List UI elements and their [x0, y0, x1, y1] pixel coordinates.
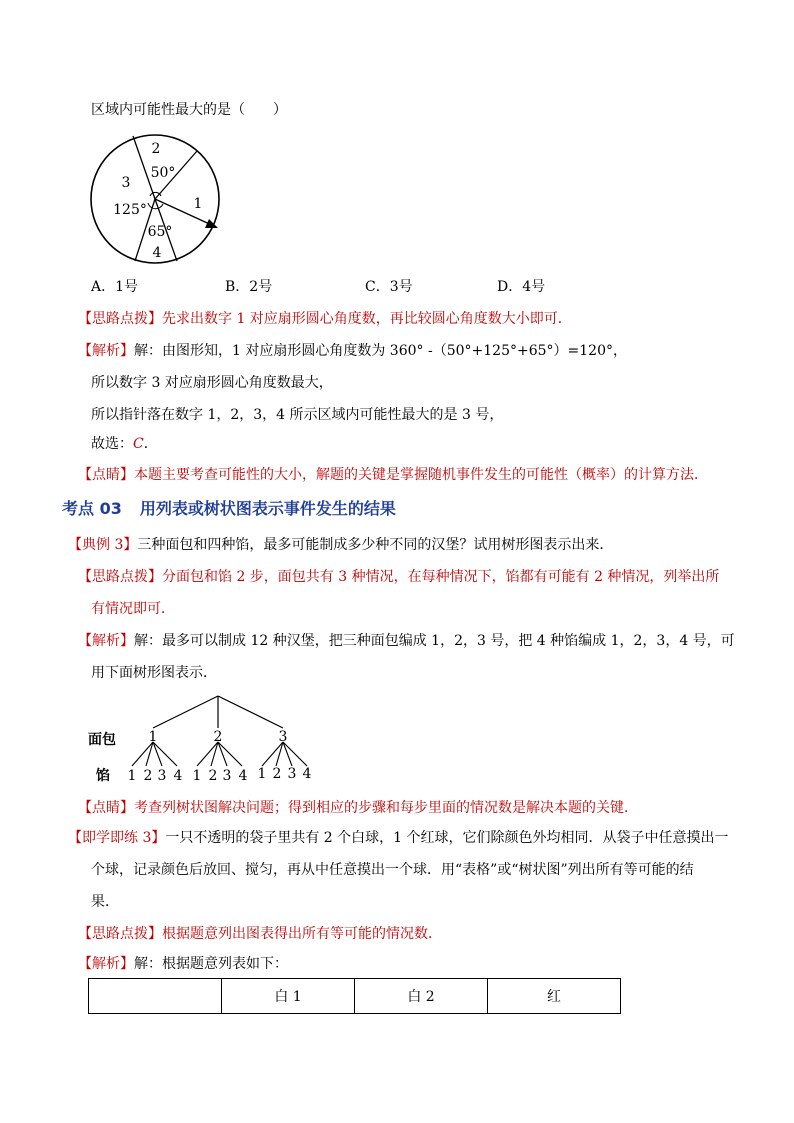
tree-filling-node: 3 [157, 768, 167, 784]
tree-filling-node: 4 [173, 768, 183, 784]
hint-tag: 【思路点拨】 [78, 926, 162, 942]
outcome-table [88, 978, 621, 1014]
q1-answer [91, 434, 158, 454]
angle-125-label: 125° [113, 202, 147, 218]
solution-tag: 【解析】 [78, 956, 134, 972]
tree-bread-node: 2 [213, 729, 223, 745]
answer-suffix: ． [143, 436, 158, 452]
table-header-cell: 红 [488, 979, 621, 1014]
solution-text: 解：根据题意列表如下： [134, 956, 288, 972]
example3-question [68, 535, 613, 555]
q1-solution-line2: 所以数字 3 对应扇形圆心角度数最大， [91, 375, 333, 391]
tree-filling-node: 1 [127, 768, 137, 784]
practice3-question-line3: 果． [91, 894, 119, 910]
tree-filling-node: 3 [222, 768, 232, 784]
sector-4-label: 4 [152, 245, 162, 261]
example3-solution-line2: 用下面树形图表示． [91, 665, 217, 681]
tree-filling-node: 2 [208, 768, 218, 784]
tree-filling-node: 1 [192, 768, 202, 784]
table-header-cell: 白 2 [355, 979, 488, 1014]
comment-tag: 【点睛】 [78, 467, 134, 483]
table-header-cell [89, 979, 222, 1014]
tree-bread-node: 3 [278, 729, 288, 745]
hint-tag: 【思路点拨】 [78, 569, 162, 585]
tree-row-label-filling: 馅 [96, 768, 110, 784]
practice3-question-line2: 个球，记录颜色后放回、搅匀，再从中任意摸出一个球．用“表格”或“树状图”列出所有等可能的结 [91, 862, 694, 878]
table-row [89, 979, 621, 1014]
practice3-question-line1 [68, 828, 729, 848]
spinner-figure [88, 126, 238, 276]
tree-filling-node: 4 [302, 766, 312, 782]
hint-text: 先求出数字 1 对应扇形圆心角度数，再比较圆心角度数大小即可． [162, 311, 572, 327]
example-tag: 【典例 3】 [68, 537, 138, 553]
angle-50-label: 50° [150, 165, 176, 181]
q1-hint [78, 309, 572, 329]
example3-comment [78, 798, 638, 818]
example3-hint-line2: 有情况即可． [91, 601, 175, 617]
example-text: 三种面包和四种馅，最多可能制成多少种不同的汉堡？试用树形图表示出来． [137, 537, 614, 553]
tree-filling-node: 3 [287, 766, 297, 782]
practice-tag: 【即学即练 3】 [68, 830, 166, 846]
section-title: 用列表或树状图表示事件发生的结果 [139, 499, 396, 518]
tree-row-label-bread: 面包 [88, 732, 116, 748]
practice3-hint [78, 924, 442, 944]
example3-hint-line1 [78, 567, 719, 587]
tree-filling-node: 2 [272, 766, 282, 782]
tree-filling-node: 1 [257, 766, 267, 782]
practice-text: 一只不透明的袋子里共有 2 个白球，1 个红球，它们除颜色外均相同．从袋子中任意摸出一 [165, 830, 729, 846]
answer-value: C [133, 436, 144, 452]
option-a: A．1号 [91, 279, 139, 295]
solution-tag: 【解析】 [78, 343, 134, 359]
solution-tag: 【解析】 [78, 633, 134, 649]
angle-65-label: 65° [147, 224, 173, 240]
solution-text: 解：由图形知，1 对应扇形圆心角度数为 360° -（50°+125°+65°）=120°， [134, 343, 627, 359]
hint-tag: 【思路点拨】 [78, 311, 162, 327]
tree-filling-node: 4 [238, 768, 248, 784]
tree-bread-node: 1 [148, 729, 158, 745]
sector-1-label: 1 [193, 196, 203, 212]
hint-text: 分面包和馅 2 步，面包共有 3 种情况，在每种情况下，馅都有可能有 2 种情况，列举出所 [162, 569, 720, 585]
comment-text: 考查列树状图解决问题；得到相应的步骤和每步里面的情况数是解决本题的关键． [134, 800, 638, 816]
answer-prefix: 故选： [91, 436, 133, 452]
question-text: 区域内可能性最大的是（ ） [91, 102, 287, 118]
option-b: B．2号 [225, 279, 273, 295]
q1-comment [78, 465, 708, 485]
sector-3-label: 3 [121, 175, 131, 191]
solution-text: 解：最多可以制成 12 种汉堡，把三种面包编成 1，2，3 号，把 4 种馅编成 1，2，3，4 号，可 [134, 633, 735, 649]
example3-solution-line1 [78, 631, 735, 651]
option-c: C．3号 [365, 279, 413, 295]
comment-text: 本题主要考查可能性的大小，解题的关键是掌握随机事件发生的可能性（概率）的计算方法． [134, 467, 708, 483]
q1-solution-line3: 所以指针落在数字 1，2，3，4 所示区域内可能性最大的是 3 号， [91, 407, 504, 423]
q1-solution-line1 [78, 341, 627, 361]
tree-diagram [86, 690, 326, 790]
practice3-solution [78, 954, 288, 974]
table-header-cell: 白 1 [222, 979, 355, 1014]
hint-text: 根据题意列出图表得出所有等可能的情况数． [162, 926, 442, 942]
tree-filling-node: 2 [143, 768, 153, 784]
section-heading [62, 499, 396, 519]
comment-tag: 【点睛】 [78, 800, 134, 816]
sector-2-label: 2 [151, 141, 161, 157]
section-number: 考点 03 [62, 499, 122, 518]
option-d: D．4号 [497, 279, 546, 295]
